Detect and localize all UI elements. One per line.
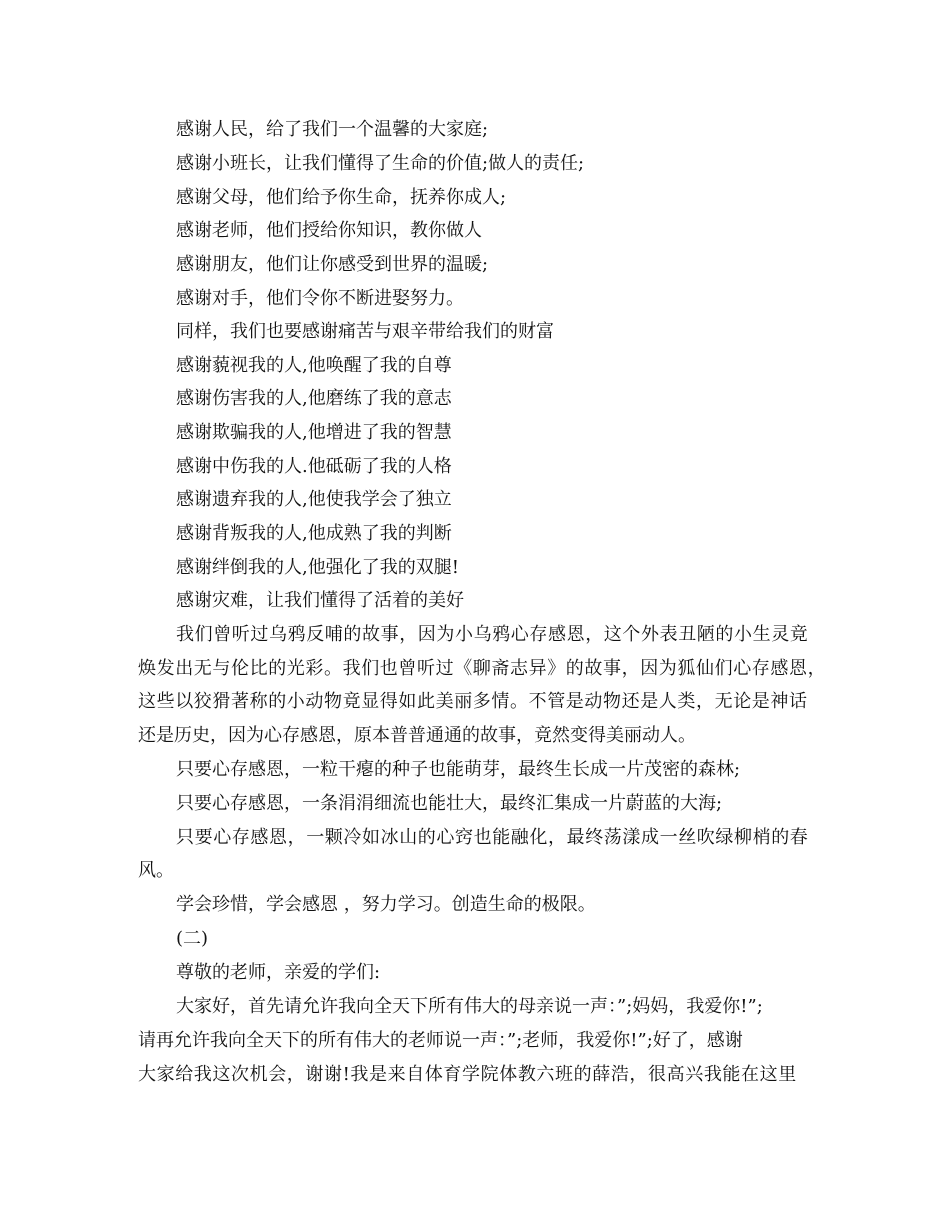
paragraph-line: 还是历史，因为心存感恩，原本普普通通的故事，竟然变得美丽动人。	[138, 725, 696, 746]
text-line: 感谢朋友，他们让你感受到世界的温暖;	[176, 254, 489, 275]
text-line: 感谢小班长，让我们懂得了生命的价值;做人的责任;	[176, 153, 585, 174]
paragraph-line: 只要心存感恩，一颗冷如冰山的心窍也能融化，最终荡漾成一丝吹绿柳梢的春	[176, 827, 809, 848]
text-line: 感谢对手，他们令你不断进娶努力。	[176, 288, 464, 309]
paragraph-line: 请再允许我向全天下的所有伟大的老师说一声：”;老师，我爱你!”;好了，感谢	[138, 1030, 743, 1051]
text-line: 感谢人民，给了我们一个温馨的大家庭;	[176, 119, 489, 140]
paragraph-line: 只要心存感恩，一条涓涓细流也能壮大，最终汇集成一片蔚蓝的大海;	[176, 793, 723, 814]
paragraph-line: 大家好，首先请允许我向全天下所有伟大的母亲说一声：”;妈妈，我爱你!”;	[176, 996, 763, 1017]
paragraph-line: 大家给我这次机会，谢谢!我是来自体育学院体教六班的薛浩，很高兴我能在这里	[138, 1064, 797, 1085]
text-line: 感谢灾难，让我们懂得了活着的美好	[176, 590, 464, 611]
paragraph-line: 只要心存感恩，一粒干瘪的种子也能萌芽，最终生长成一片茂密的森林;	[176, 759, 741, 780]
text-line: 感谢绊倒我的人,他强化了我的双腿!	[176, 557, 459, 578]
text-line: 感谢藐视我的人,他唤醒了我的自尊	[176, 355, 452, 376]
text-line: 感谢遗弃我的人,他使我学会了独立	[176, 489, 452, 510]
paragraph-line: 这些以狡猾著称的小动物竟显得如此美丽多情。不管是动物还是人类，无论是神话	[138, 691, 808, 712]
paragraph-line: 风。	[138, 860, 174, 881]
paragraph-line: 焕发出无与伦比的光彩。我们也曾听过《聊斋志异》的故事，因为狐仙们心存感恩，	[138, 658, 827, 679]
salutation: 尊敬的老师，亲爱的学们:	[176, 962, 381, 983]
text-line: 感谢欺骗我的人,他增进了我的智慧	[176, 422, 452, 443]
text-line: 同样，我们也要感谢痛苦与艰辛带给我们的财富	[176, 321, 554, 342]
section-heading: (二)	[176, 928, 209, 949]
text-line: 感谢父母，他们给予你生命，抚养你成人;	[176, 187, 507, 208]
text-line: 感谢伤害我的人,他磨练了我的意志	[176, 388, 452, 409]
text-line: 感谢老师，他们授给你知识，教你做人	[176, 220, 482, 241]
paragraph-line: 我们曾听过乌鸦反哺的故事，因为小乌鸦心存感恩，这个外表丑陋的小生灵竟	[176, 624, 809, 645]
text-line: 感谢背叛我的人,他成熟了我的判断	[176, 523, 452, 544]
text-line: 感谢中伤我的人.他砥砺了我的人格	[176, 456, 452, 477]
paragraph-line: 学会珍惜，学会感恩 ，努力学习。创造生命的极限。	[176, 894, 596, 915]
